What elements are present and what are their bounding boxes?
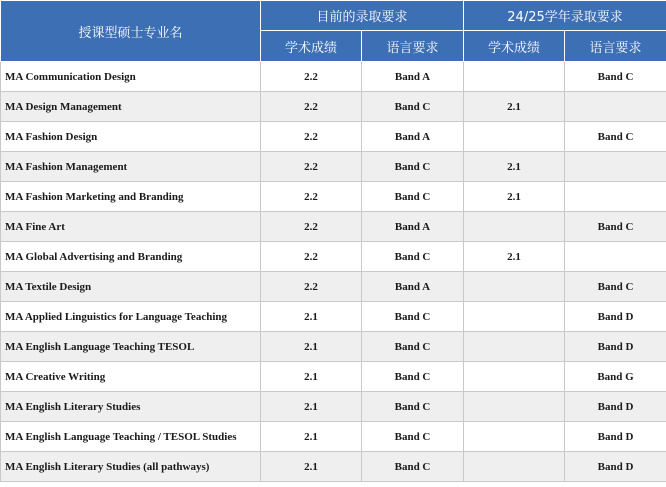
current-requirements-header: 目前的录取要求 bbox=[261, 1, 464, 31]
next-academic-cell: 2.1 bbox=[464, 182, 565, 212]
current-academic-cell: 2.2 bbox=[261, 62, 362, 92]
program-name-cell: MA English Literary Studies bbox=[1, 392, 261, 422]
current-academic-cell: 2.1 bbox=[261, 392, 362, 422]
table-row bbox=[1, 212, 666, 242]
table-row bbox=[1, 92, 666, 122]
next-language-cell: Band D bbox=[565, 452, 666, 482]
table-row bbox=[1, 452, 666, 482]
program-name-cell: MA Communication Design bbox=[1, 62, 261, 92]
next-academic-cell bbox=[464, 62, 565, 92]
current-language-cell: Band C bbox=[362, 422, 464, 452]
next-language-cell: Band C bbox=[565, 62, 666, 92]
next-academic-cell: 2.1 bbox=[464, 152, 565, 182]
table-row bbox=[1, 182, 666, 212]
next-academic-cell bbox=[464, 422, 565, 452]
program-name-cell: MA Fashion Marketing and Branding bbox=[1, 182, 261, 212]
next-language-cell bbox=[565, 182, 666, 212]
next-language-cell: Band G bbox=[565, 362, 666, 392]
current-language-cell: Band A bbox=[362, 122, 464, 152]
table-row bbox=[1, 332, 666, 362]
current-language-header: 语言要求 bbox=[362, 31, 464, 62]
current-academic-cell: 2.1 bbox=[261, 452, 362, 482]
program-name-cell: MA English Language Teaching TESOL bbox=[1, 332, 261, 362]
current-academic-cell: 2.2 bbox=[261, 212, 362, 242]
next-language-cell: Band C bbox=[565, 272, 666, 302]
current-academic-cell: 2.1 bbox=[261, 302, 362, 332]
current-academic-cell: 2.2 bbox=[261, 122, 362, 152]
program-name-cell: MA Design Management bbox=[1, 92, 261, 122]
table-row bbox=[1, 302, 666, 332]
next-language-cell: Band D bbox=[565, 332, 666, 362]
program-name-cell: MA Fine Art bbox=[1, 212, 261, 242]
next-academic-cell: 2.1 bbox=[464, 92, 565, 122]
program-name-cell: MA English Literary Studies (all pathways) bbox=[1, 452, 261, 482]
next-academic-cell bbox=[464, 362, 565, 392]
current-academic-cell: 2.2 bbox=[261, 152, 362, 182]
current-language-cell: Band A bbox=[362, 212, 464, 242]
program-name-cell: MA Global Advertising and Branding bbox=[1, 242, 261, 272]
next-year-requirements-header: 24/25学年录取要求 bbox=[464, 1, 666, 31]
program-name-cell: MA Creative Writing bbox=[1, 362, 261, 392]
next-language-cell: Band D bbox=[565, 392, 666, 422]
current-language-cell: Band C bbox=[362, 242, 464, 272]
current-academic-cell: 2.1 bbox=[261, 362, 362, 392]
current-language-cell: Band C bbox=[362, 182, 464, 212]
next-language-cell: Band D bbox=[565, 422, 666, 452]
current-language-cell: Band C bbox=[362, 302, 464, 332]
next-academic-cell bbox=[464, 392, 565, 422]
next-academic-cell bbox=[464, 302, 565, 332]
next-academic-cell bbox=[464, 122, 565, 152]
program-name-cell: MA Applied Linguistics for Language Teaching bbox=[1, 302, 261, 332]
program-name-cell: MA Textile Design bbox=[1, 272, 261, 302]
current-academic-cell: 2.2 bbox=[261, 182, 362, 212]
current-language-cell: Band C bbox=[362, 332, 464, 362]
next-academic-header: 学术成绩 bbox=[464, 31, 565, 62]
current-academic-cell: 2.2 bbox=[261, 92, 362, 122]
next-language-cell: Band C bbox=[565, 122, 666, 152]
table-row bbox=[1, 62, 666, 92]
next-academic-cell: 2.1 bbox=[464, 242, 565, 272]
table-row bbox=[1, 392, 666, 422]
table-row bbox=[1, 422, 666, 452]
current-academic-cell: 2.2 bbox=[261, 242, 362, 272]
program-name-cell: MA English Language Teaching / TESOL Studies bbox=[1, 422, 261, 452]
program-name-header: 授课型硕士专业名 bbox=[1, 1, 261, 62]
table-body bbox=[1, 62, 666, 482]
current-academic-cell: 2.1 bbox=[261, 332, 362, 362]
next-language-cell: Band C bbox=[565, 212, 666, 242]
next-language-cell bbox=[565, 242, 666, 272]
current-language-cell: Band C bbox=[362, 452, 464, 482]
table-row bbox=[1, 122, 666, 152]
next-academic-cell bbox=[464, 452, 565, 482]
next-academic-cell bbox=[464, 272, 565, 302]
program-name-cell: MA Fashion Management bbox=[1, 152, 261, 182]
table-row bbox=[1, 152, 666, 182]
current-language-cell: Band C bbox=[362, 362, 464, 392]
next-language-cell: Band D bbox=[565, 302, 666, 332]
next-language-cell bbox=[565, 92, 666, 122]
program-name-cell: MA Fashion Design bbox=[1, 122, 261, 152]
table-row bbox=[1, 362, 666, 392]
current-language-cell: Band A bbox=[362, 62, 464, 92]
current-language-cell: Band A bbox=[362, 272, 464, 302]
current-language-cell: Band C bbox=[362, 92, 464, 122]
table-header bbox=[1, 1, 666, 62]
next-academic-cell bbox=[464, 332, 565, 362]
next-language-header: 语言要求 bbox=[565, 31, 666, 62]
next-language-cell bbox=[565, 152, 666, 182]
table-row bbox=[1, 242, 666, 272]
current-language-cell: Band C bbox=[362, 152, 464, 182]
next-academic-cell bbox=[464, 212, 565, 242]
current-academic-header: 学术成绩 bbox=[261, 31, 362, 62]
current-academic-cell: 2.1 bbox=[261, 422, 362, 452]
current-language-cell: Band C bbox=[362, 392, 464, 422]
table-row bbox=[1, 272, 666, 302]
current-academic-cell: 2.2 bbox=[261, 272, 362, 302]
